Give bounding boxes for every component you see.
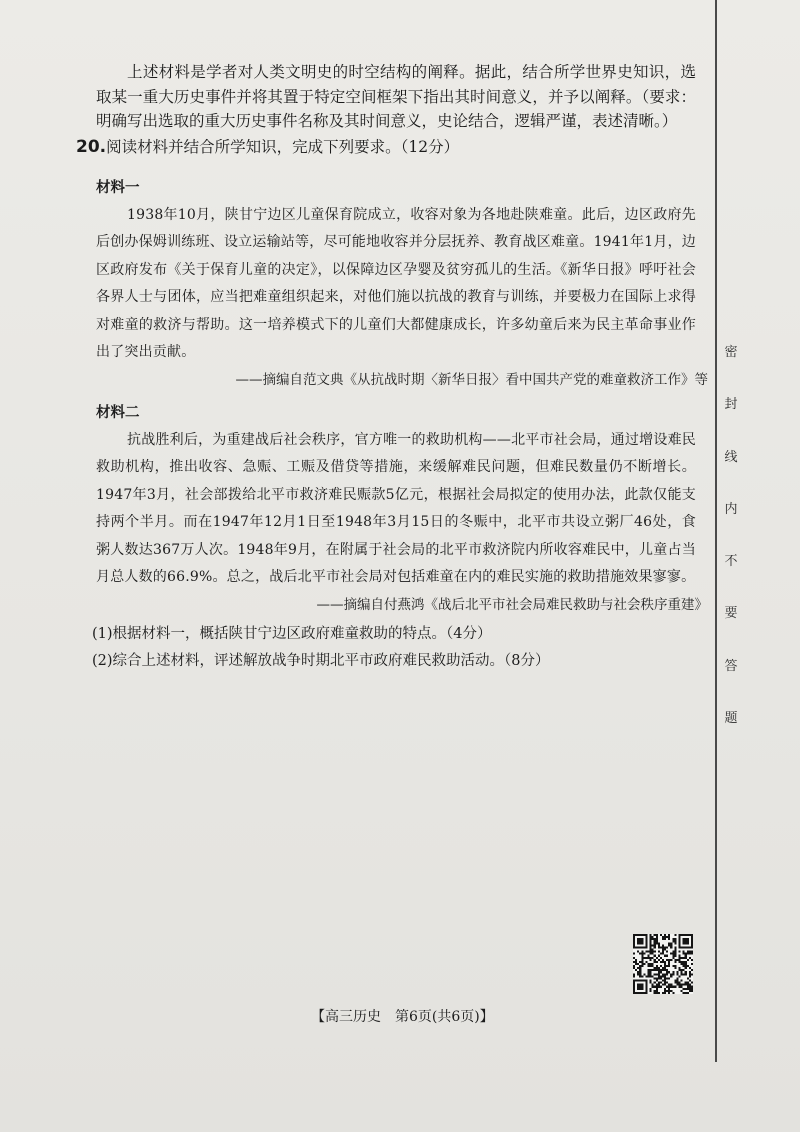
subquestion-1: (1)根据材料一，概括陕甘宁边区政府难童救助的特点。（4分）	[92, 625, 492, 642]
binding-line	[715, 0, 717, 1062]
subquestion-2: (2)综合上述材料，评述解放战争时期北平市政府难民救助活动。（8分）	[92, 652, 550, 669]
material-2-text: 抗战胜利后，为重建战后社会秩序，官方唯一的救助机构——北平市社会局，通过增设难民救助机构，推出收容、急赈、工赈及借贷等措施，来缓解难民问题，但难民数量仍不断增长。1947年3月，社会部拨给北平市救济难民赈款5亿元，根据社会局拟定的使用办法，此款仅能支持两个半月。而在1947年12月1日至1948年3月15日的冬赈中，北平市共设立粥厂46处，食粥人数达367万人次。1948年9月，在附属于社会局的北平市救济院内所收容难民中，儿童占当月总人数的66.9%。总之，战后北平市社会局对包括难童在内的难民实施的救助措施效果寥寥。	[96, 431, 696, 585]
page-content	[76, 60, 708, 675]
material-1-title: 材料一	[96, 179, 140, 196]
material-2-title: 材料二	[96, 404, 140, 421]
intro-paragraph: 上述材料是学者对人类文明史的时空结构的阐释。据此，结合所学世界史知识，选取某一重大历史事件并将其置于特定空间框架下指出其时间意义，并予以阐释。（要求：明确写出选取的重大历史事件名称及其时间意义，史论结合，逻辑严谨，表述清晰。）	[96, 63, 696, 130]
material-1-text: 1938年10月，陕甘宁边区儿童保育院成立，收容对象为各地赴陕难童。此后，边区政府先后创办保姆训练班、设立运输站等，尽可能地收容并分层抚养、教育战区难童。1941年1月，边区政府发布《关于保育儿童的决定》，以保障边区孕婴及贫穷孤儿的生活。《新华日报》呼吁社会各界人士与团体，应当把难童组织起来，对他们施以抗战的教育与训练，并要极力在国际上求得对难童的救济与帮助。这一培养模式下的儿童们大都健康成长，许多幼童后来为民主革命事业作出了突出贡献。	[96, 206, 696, 360]
question-number: 20.	[76, 136, 107, 157]
seal-char: 封	[724, 397, 738, 413]
page-footer: 【高三历史 第6页(共6页)】	[311, 1009, 494, 1025]
material-1-source: ——摘编自范文典《从抗战时期〈新华日报〉看中国共产党的难童救济工作》等	[235, 371, 708, 388]
material-2-source: ——摘编自付燕鸿《战后北平市社会局难民救助与社会秩序重建》	[316, 596, 708, 613]
seal-line-notice	[718, 346, 744, 726]
seal-char: 要	[724, 606, 738, 622]
seal-char: 密	[724, 345, 738, 360]
seal-char: 题	[724, 710, 738, 726]
seal-char: 内	[724, 501, 738, 517]
seal-char: 不	[724, 554, 738, 570]
seal-char: 答	[724, 658, 738, 674]
question-20	[76, 135, 696, 160]
seal-char: 线	[724, 449, 738, 465]
question-text: 阅读材料并结合所学知识，完成下列要求。（12分）	[106, 137, 460, 156]
qr-code-icon[interactable]	[633, 934, 693, 994]
